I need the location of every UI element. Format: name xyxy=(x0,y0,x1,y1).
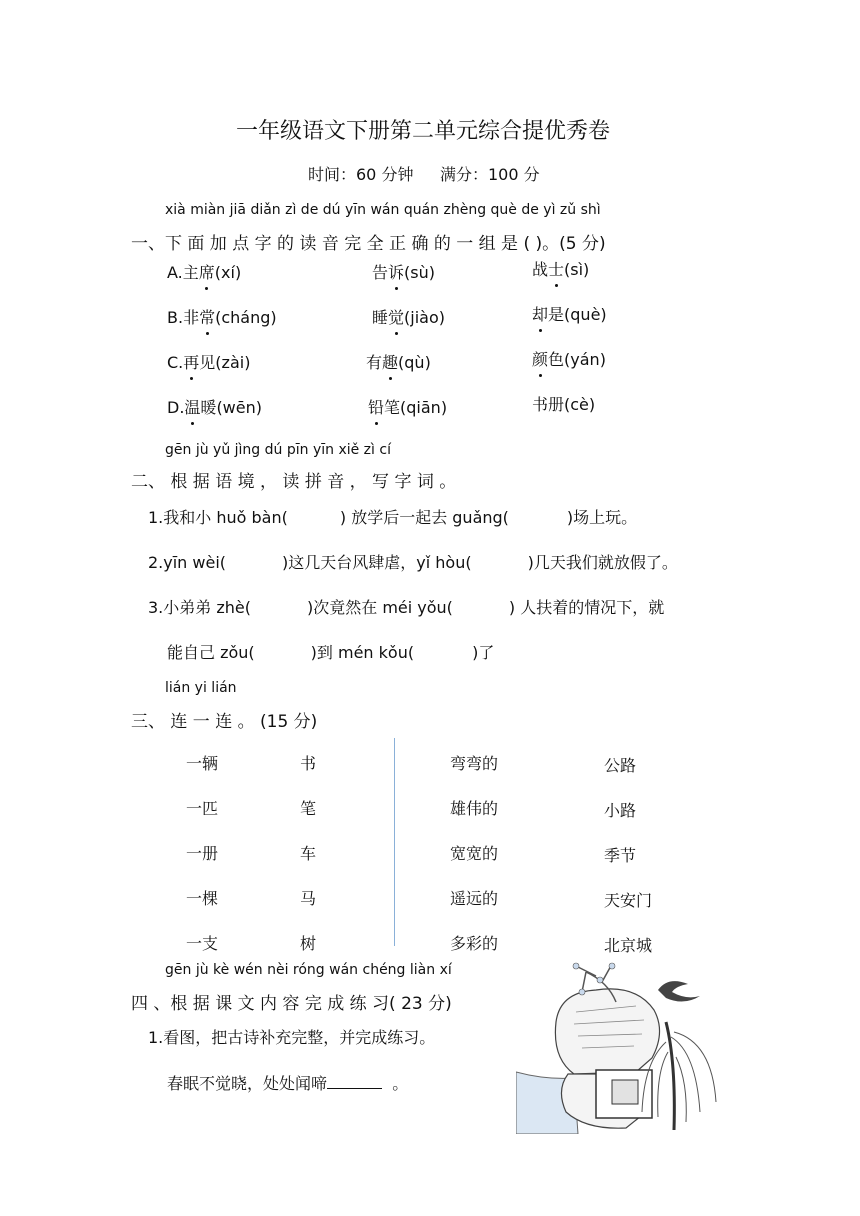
match-item[interactable]: 北京城 xyxy=(604,936,653,955)
match-col-4 xyxy=(604,743,652,968)
match-item[interactable]: 弯弯的 xyxy=(450,754,499,773)
match-item[interactable]: 宽宽的 xyxy=(450,844,499,863)
dotted-char: 却 xyxy=(532,302,548,325)
q1-option-b-word2: 睡觉(jiào) xyxy=(372,305,445,328)
match-item[interactable]: 笔 xyxy=(300,799,317,818)
exam-score: 满分：100 分 xyxy=(440,165,540,184)
match-item[interactable]: 雄伟的 xyxy=(450,799,499,818)
q1-option-c[interactable]: C.再见(zài) xyxy=(167,350,250,373)
dotted-char: 觉 xyxy=(388,305,404,328)
q2-line-3: 3.小弟弟 zhè( )次竟然在 méi yǒu( ) 人扶着的情况下，就 xyxy=(148,598,665,617)
dotted-char: 颜 xyxy=(532,347,548,370)
column-divider xyxy=(394,738,395,946)
match-col-3 xyxy=(450,741,498,966)
match-item[interactable]: 公路 xyxy=(604,756,637,775)
match-item[interactable]: 车 xyxy=(300,844,317,863)
q1-pinyin: xià miàn jiā diǎn zì de dú yīn wán quán zhèng què de yì zǔ shì xyxy=(165,202,601,218)
q2-line-1: 1.我和小 huǒ bàn( ) 放学后一起去 guǎng( )场上玩。 xyxy=(148,508,638,527)
q3-pinyin: lián yi lián xyxy=(165,680,237,696)
dotted-char: 诉 xyxy=(388,260,404,283)
q1-option-a[interactable]: A.主席(xí) xyxy=(167,260,241,283)
q2-stem: 二、 根 据 语 境 ， 读 拼 音 ， 写 字 词 。 xyxy=(131,472,457,492)
match-item[interactable]: 天安门 xyxy=(604,891,653,910)
q1-option-d-word2: 铅笔(qiān) xyxy=(368,395,447,418)
q2-line-4: 能自己 zǒu( )到 mén kǒu( )了 xyxy=(167,643,495,662)
dotted-char: 席 xyxy=(199,260,215,283)
match-col-2 xyxy=(300,741,316,966)
match-item[interactable]: 一棵 xyxy=(186,889,219,908)
match-item[interactable]: 季节 xyxy=(604,846,637,865)
q4-pinyin: gēn jù kè wén nèi róng wán chéng liàn xí xyxy=(165,962,452,978)
q1-stem: 一、下 面 加 点 字 的 读 音 完 全 正 确 的 一 组 是 ( )。(5 分) xyxy=(131,234,606,254)
match-item[interactable]: 书 xyxy=(300,754,317,773)
answer-blank[interactable] xyxy=(327,1074,382,1089)
match-item[interactable]: 树 xyxy=(300,934,317,953)
match-item[interactable]: 马 xyxy=(300,889,317,908)
dotted-char: 再 xyxy=(183,350,199,373)
exam-time: 时间：60 分钟 xyxy=(308,165,414,184)
q3-stem: 三、 连 一 连 。 (15 分) xyxy=(131,712,318,732)
poem-illustration xyxy=(516,962,730,1134)
dotted-char: 趣 xyxy=(382,350,398,373)
poem-line: 春眠不觉晓，处处闻啼 。 xyxy=(167,1074,409,1093)
match-item[interactable]: 一支 xyxy=(186,934,219,953)
match-col-1 xyxy=(186,741,218,966)
q1-option-d-word3: 书册(cè) xyxy=(532,395,596,414)
match-item[interactable]: 一匹 xyxy=(186,799,219,818)
q2-pinyin: gēn jù yǔ jìng dú pīn yīn xiě zì cí xyxy=(165,442,391,458)
q1-option-d[interactable]: D.温暖(wēn) xyxy=(167,395,262,418)
match-item[interactable]: 小路 xyxy=(604,801,637,820)
q1-option-b-word3: 却是(què) xyxy=(532,302,607,325)
dotted-char: 士 xyxy=(548,257,564,280)
q1-option-a-word2: 告诉(sù) xyxy=(372,260,435,283)
dotted-char: 常 xyxy=(199,305,215,328)
page-title: 一年级语文下册第二单元综合提优秀卷 xyxy=(236,119,611,144)
q2-line-2: 2.yīn wèi( )这几天台风肆虐，yǐ hòu( )几天我们就放假了。 xyxy=(148,553,678,572)
match-item[interactable]: 一册 xyxy=(186,844,219,863)
dotted-char: 温 xyxy=(184,395,200,418)
match-item[interactable]: 多彩的 xyxy=(450,934,499,953)
q1-option-a-word3: 战士(sì) xyxy=(532,257,589,280)
q1-option-b[interactable]: B.非常(cháng) xyxy=(167,305,277,328)
match-item[interactable]: 遥远的 xyxy=(450,889,499,908)
q4-sub1: 1.看图，把古诗补充完整，并完成练习。 xyxy=(148,1028,436,1047)
dotted-char: 铅 xyxy=(368,395,384,418)
q1-option-c-word3: 颜色(yán) xyxy=(532,347,606,370)
q1-option-c-word2: 有趣(qù) xyxy=(366,350,431,373)
match-item[interactable]: 一辆 xyxy=(186,754,219,773)
q4-stem: 四 、根 据 课 文 内 容 完 成 练 习( 23 分) xyxy=(131,994,452,1014)
